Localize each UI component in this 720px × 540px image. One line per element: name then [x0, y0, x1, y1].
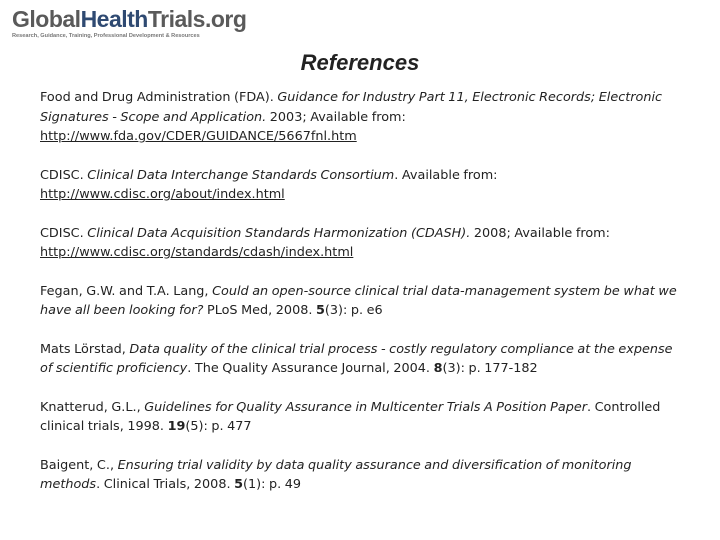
- page-title: References: [300, 50, 420, 75]
- reference-volume: 8: [433, 361, 443, 376]
- reference-author: Fegan, G.W. and T.A. Lang,: [40, 283, 213, 299]
- logo-tagline: Research, Guidance, Training, Professional Development & Resources: [12, 33, 200, 39]
- reference-journal: . Clinical Trials, 2008.: [96, 477, 235, 492]
- site-logo[interactable]: [12, 6, 272, 40]
- reference-title: Could an open-source clinical trial data-management system be what we have all been looking for?: [40, 283, 677, 318]
- reference-title: Clinical Data Acquisition Standards Harmonization (CDASH).: [87, 225, 471, 241]
- reference-author: Baigent, C.,: [40, 457, 118, 473]
- reference-author: CDISC.: [40, 167, 88, 183]
- reference-title: Guidelines for Quality Assurance in Multicenter Trials A Position Paper: [144, 399, 587, 415]
- reference-journal: . The Quality Assurance Journal, 2004.: [187, 361, 434, 376]
- reference-detail: 2008; Available from:: [470, 225, 610, 241]
- reference-author: Knatterud, G.L.,: [40, 399, 145, 415]
- reference-link[interactable]: http://www.fda.gov/CDER/GUIDANCE/5667fnl.htm: [40, 129, 357, 144]
- reference-link[interactable]: http://www.cdisc.org/about/index.html: [40, 187, 285, 202]
- reference-title: Data quality of the clinical trial process - costly regulatory compliance at the expense of scientific proficiency: [40, 341, 673, 376]
- reference-title: Guidance for Industry Part 11, Electronic Records; Electronic Signatures - Scope and Application.: [40, 90, 663, 125]
- reference-item: [40, 456, 685, 495]
- reference-journal: . Controlled clinical trials, 1998.: [40, 399, 661, 434]
- logo-global: Global: [12, 6, 81, 32]
- reference-link[interactable]: http://www.cdisc.org/standards/cdash/index.html: [40, 245, 354, 260]
- logo-health: Health: [80, 6, 148, 32]
- reference-volume: 5: [316, 303, 325, 318]
- reference-list: [40, 88, 685, 514]
- reference-title: Ensuring trial validity by data quality assurance and diversification of monitoring methods: [40, 457, 632, 492]
- reference-author: CDISC.: [40, 225, 88, 241]
- reference-item: [40, 88, 685, 147]
- reference-detail: 2003; Available from:: [266, 109, 406, 125]
- reference-author: Mats Lörstad,: [40, 341, 130, 357]
- reference-item: [40, 340, 685, 379]
- reference-author: Food and Drug Administration (FDA).: [40, 90, 278, 105]
- reference-journal: PLoS Med, 2008.: [203, 303, 316, 318]
- reference-item: [40, 166, 685, 205]
- logo-wordmark: [12, 6, 272, 32]
- reference-detail: . Available from:: [394, 167, 498, 183]
- reference-pages: (3): p. e6: [324, 303, 383, 318]
- reference-item: [40, 224, 685, 263]
- reference-pages: (1): p. 49: [243, 477, 302, 492]
- reference-pages: (5): p. 477: [185, 419, 252, 434]
- reference-volume: 5: [234, 477, 244, 492]
- reference-volume: 19: [167, 419, 186, 434]
- reference-pages: (3): p. 177-182: [442, 361, 538, 376]
- reference-item: [40, 282, 685, 321]
- reference-title: Clinical Data Interchange Standards Consortium: [87, 167, 395, 183]
- logo-trials: Trials.org: [147, 6, 247, 32]
- reference-item: [40, 398, 685, 437]
